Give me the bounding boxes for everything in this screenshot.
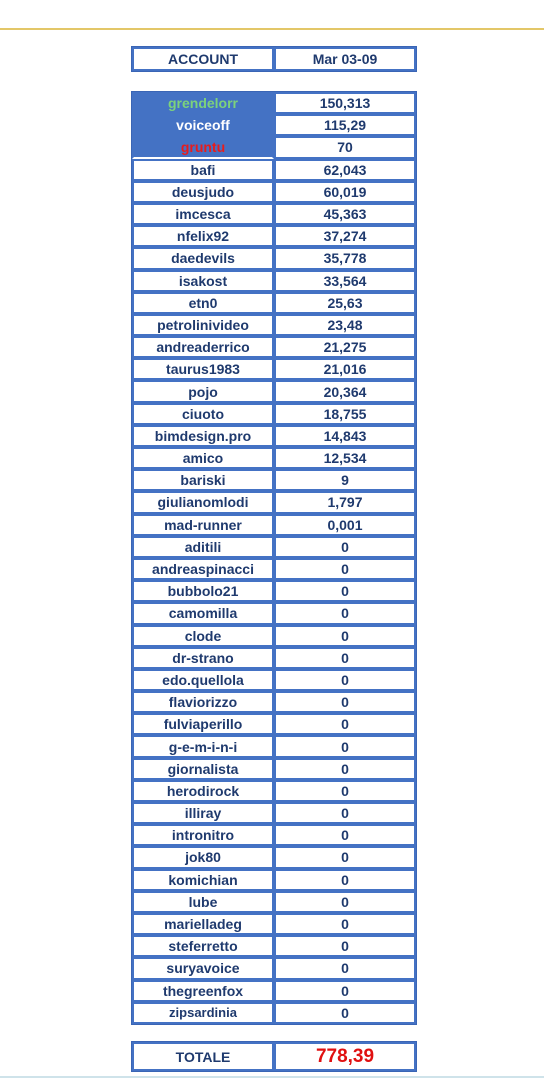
account-name-cell: deusjudo (132, 181, 274, 203)
account-name-cell: pojo (132, 380, 274, 402)
account-name-cell: edo.quellola (132, 669, 274, 691)
account-name-cell: camomilla (132, 602, 274, 624)
score-value-cell: 12,534 (274, 447, 416, 469)
score-value-cell: 0 (274, 913, 416, 935)
account-name-cell: isakost (132, 270, 274, 292)
account-name-cell: andreaspinacci (132, 558, 274, 580)
score-value-cell: 37,274 (274, 225, 416, 247)
account-name-cell: ciuoto (132, 403, 274, 425)
account-name-cell: etn0 (132, 292, 274, 314)
score-value-cell: 0 (274, 580, 416, 602)
account-name-cell: dr-strano (132, 647, 274, 669)
account-name-cell: grendelorr (132, 92, 274, 114)
score-value-cell: 0 (274, 536, 416, 558)
score-value-cell: 60,019 (274, 181, 416, 203)
account-name-cell: thegreenfox (132, 980, 274, 1002)
account-name-cell: jok80 (132, 846, 274, 868)
total-table (131, 1041, 417, 1072)
account-name-cell: bafi (132, 159, 274, 181)
header-table (131, 46, 417, 72)
score-value-cell: 0 (274, 802, 416, 824)
account-name-cell: daedevils (132, 247, 274, 269)
score-value-cell: 14,843 (274, 425, 416, 447)
account-name-cell: bubbolo21 (132, 580, 274, 602)
score-value-cell: 0 (274, 846, 416, 868)
total-label: TOTALE (132, 1042, 274, 1071)
score-value-cell: 0 (274, 558, 416, 580)
score-value-cell: 0 (274, 1002, 416, 1024)
account-name-cell: fulviaperillo (132, 713, 274, 735)
score-value-cell: 18,755 (274, 403, 416, 425)
score-value-cell: 0 (274, 713, 416, 735)
account-name-cell: andreaderrico (132, 336, 274, 358)
score-value-cell: 0 (274, 980, 416, 1002)
account-name-cell: mad-runner (132, 514, 274, 536)
score-value-cell: 0 (274, 780, 416, 802)
account-name-cell: g-e-m-i-n-i (132, 735, 274, 757)
score-value-cell: 35,778 (274, 247, 416, 269)
score-value-cell: 0 (274, 824, 416, 846)
score-value-cell: 0 (274, 891, 416, 913)
score-value-cell: 9 (274, 469, 416, 491)
account-name-cell: zipsardinia (132, 1002, 274, 1024)
account-name-cell: clode (132, 625, 274, 647)
score-value-cell: 0 (274, 735, 416, 757)
account-name-cell: komichian (132, 869, 274, 891)
account-name-cell: aditili (132, 536, 274, 558)
account-name-cell: bariski (132, 469, 274, 491)
score-value-cell: 25,63 (274, 292, 416, 314)
account-name-cell: herodirock (132, 780, 274, 802)
score-value-cell: 21,016 (274, 358, 416, 380)
top-divider-line (0, 28, 544, 30)
score-value-cell: 0 (274, 602, 416, 624)
account-name-cell: giulianomlodi (132, 491, 274, 513)
account-name-cell: amico (132, 447, 274, 469)
score-value-cell: 62,043 (274, 159, 416, 181)
score-value-cell: 20,364 (274, 380, 416, 402)
account-name-cell: lube (132, 891, 274, 913)
account-name-cell: petrolinivideo (132, 314, 274, 336)
score-value-cell: 0 (274, 647, 416, 669)
account-name-cell: marielladeg (132, 913, 274, 935)
account-name-cell: illiray (132, 802, 274, 824)
score-value-cell: 0 (274, 935, 416, 957)
account-name-cell: imcesca (132, 203, 274, 225)
ranking-table (131, 91, 417, 1025)
account-name-cell: voiceoff (132, 114, 274, 136)
score-value-cell: 0 (274, 758, 416, 780)
account-name-cell: bimdesign.pro (132, 425, 274, 447)
score-value-cell: 0 (274, 869, 416, 891)
score-value-cell: 0 (274, 669, 416, 691)
account-name-cell: suryavoice (132, 957, 274, 979)
score-value-cell: 1,797 (274, 491, 416, 513)
score-value-cell: 21,275 (274, 336, 416, 358)
score-value-cell: 115,29 (274, 114, 416, 136)
score-value-cell: 150,313 (274, 92, 416, 114)
score-value-cell: 0 (274, 625, 416, 647)
score-value-cell: 70 (274, 136, 416, 158)
score-value-cell: 33,564 (274, 270, 416, 292)
score-value-cell: 45,363 (274, 203, 416, 225)
score-value-cell: 0 (274, 957, 416, 979)
account-name-cell: intronitro (132, 824, 274, 846)
score-value-cell: 0,001 (274, 514, 416, 536)
account-name-cell: taurus1983 (132, 358, 274, 380)
account-name-cell: giornalista (132, 758, 274, 780)
total-value: 778,39 (274, 1042, 416, 1071)
score-value-cell: 23,48 (274, 314, 416, 336)
account-name-cell: flaviorizzo (132, 691, 274, 713)
account-name-cell: steferretto (132, 935, 274, 957)
account-name-cell: nfelix92 (132, 225, 274, 247)
score-value-cell: 0 (274, 691, 416, 713)
account-column-header: ACCOUNT (132, 47, 274, 71)
bottom-divider-line (0, 1076, 544, 1078)
period-column-header: Mar 03-09 (274, 47, 416, 71)
account-name-cell: gruntu (132, 136, 274, 158)
